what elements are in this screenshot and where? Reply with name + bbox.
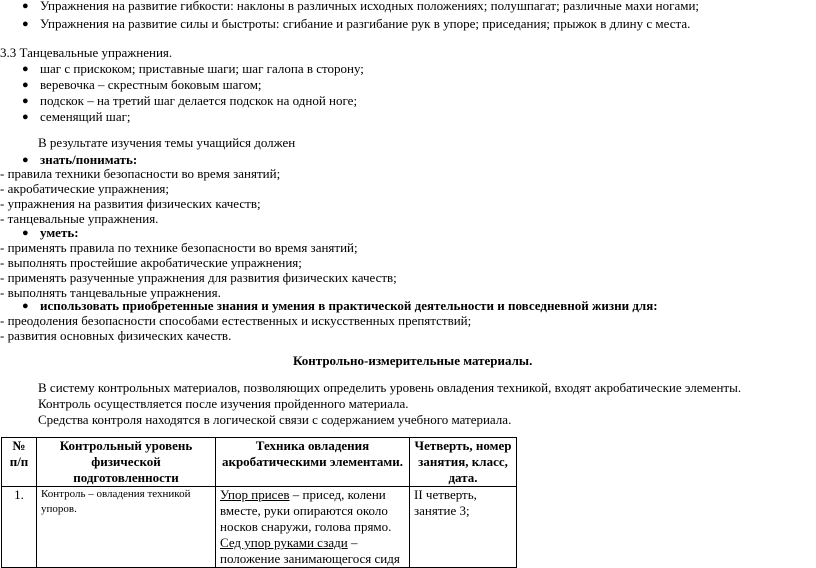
kim-title: Контрольно-измерительные материалы. <box>293 353 533 368</box>
bullet-icon: ● <box>22 18 29 30</box>
know-item-1: - правила техники безопасности во время занятий; <box>0 166 281 181</box>
can-item-2: - выполнять простейшие акробатические упражнения; <box>0 255 302 270</box>
row-technique-line <box>220 535 405 551</box>
row-level-line: Контроль – овладения техникой <box>41 488 191 500</box>
kim-paragraph-line-1: В систему контрольных материалов, позволяющих определить уровень овладения техникой, входят акробатические элементы. <box>38 380 742 395</box>
header-technique-line: акробатическими элементами. <box>221 454 404 469</box>
table-header-row <box>2 438 517 487</box>
use-heading: использовать приобретенные знания и умения в практической деятельности и повседневной жизни для: <box>40 298 658 313</box>
dance-bullet-2: веревочка – скрестным боковым шагом; <box>40 77 262 92</box>
row-technique-line <box>220 487 405 503</box>
bullet-icon: ● <box>22 300 29 312</box>
header-num <box>2 438 37 487</box>
bullet-icon: ● <box>22 154 29 166</box>
header-level-line: Контрольный уровень <box>59 438 193 453</box>
section-heading: 3.3 Танцевальные упражнения. <box>0 45 173 60</box>
header-quarter-line: занятия, класс, <box>418 454 508 469</box>
row-quarter <box>410 487 517 568</box>
header-level-line: физической подготовленности <box>73 454 179 485</box>
technique-desc: – присед, колени <box>289 487 386 502</box>
row-technique-line: положение занимающегося сидя <box>220 551 400 566</box>
can-item-3: - применять разученные упражнения для развития физических качеств; <box>0 270 397 285</box>
bullet-icon: ● <box>22 63 29 75</box>
result-intro: В результате изучения темы учащийся должен <box>38 135 296 150</box>
top-bullet-1: Упражнения на развитие гибкости: наклоны в различных исходных положениях; полушпагат; различные махи ногами; <box>40 0 700 13</box>
row-technique <box>216 487 410 568</box>
header-quarter-line: Четверть, номер <box>414 438 512 453</box>
row-quarter-line: II четверть, <box>414 487 477 502</box>
technique-term: Сед упор руками сзади <box>220 535 348 550</box>
kim-paragraph-line-3: Средства контроля находятся в логической связи с содержанием учебного материала. <box>38 412 512 427</box>
can-item-1: - применять правила по технике безопасности во время занятий; <box>0 240 358 255</box>
row-num: 1. <box>2 487 37 568</box>
table-row <box>2 487 517 568</box>
dance-bullet-1: шаг с прискоком; приставные шаги; шаг галопа в сторону; <box>40 61 364 76</box>
can-item-4: - выполнять танцевальные упражнения. <box>0 285 221 300</box>
header-quarter-line: дата. <box>448 470 478 485</box>
technique-desc: – <box>347 535 358 550</box>
dance-bullet-4: семенящий шаг; <box>40 109 131 124</box>
header-num-line: № <box>12 438 26 453</box>
know-item-4: - танцевальные упражнения. <box>0 211 159 226</box>
bullet-icon: ● <box>22 227 29 239</box>
header-quarter <box>410 438 517 487</box>
header-technique-line: Техника овладения <box>255 438 370 453</box>
header-level <box>37 438 216 487</box>
dance-bullet-3: подскок – на третий шаг делается подскок на одной ноге; <box>40 93 358 108</box>
row-quarter-line: занятие 3; <box>414 503 470 518</box>
bullet-icon: ● <box>22 79 29 91</box>
know-item-3: - упражнения на развития физических качеств; <box>0 196 261 211</box>
row-level-line: упоров. <box>41 503 77 515</box>
row-technique-line: вместе, руки опираются около <box>220 503 388 518</box>
top-bullet-2: Упражнения на развитие силы и быстроты: сгибание и разгибание рук в упоре; приседания; прыжок в длину с места. <box>40 16 691 31</box>
can-heading: уметь: <box>40 225 79 240</box>
know-item-2: - акробатические упражнения; <box>0 181 169 196</box>
bullet-icon: ● <box>22 111 29 123</box>
bullet-icon: ● <box>22 0 29 12</box>
technique-term: Упор присев <box>220 487 290 502</box>
row-technique-line: носков снаружи, голова прямо. <box>220 519 392 534</box>
control-table <box>1 437 517 568</box>
header-technique <box>216 438 410 487</box>
row-level <box>37 487 216 568</box>
bullet-icon: ● <box>22 95 29 107</box>
know-heading: знать/понимать: <box>40 152 138 167</box>
header-num-line: п/п <box>9 454 29 469</box>
use-item-2: - развития основных физических качеств. <box>0 328 232 343</box>
use-item-1: - преодоления безопасности способами естественных и искусственных препятствий; <box>0 313 472 328</box>
kim-paragraph-line-2: Контроль осуществляется после изучения пройденного материала. <box>38 396 409 411</box>
